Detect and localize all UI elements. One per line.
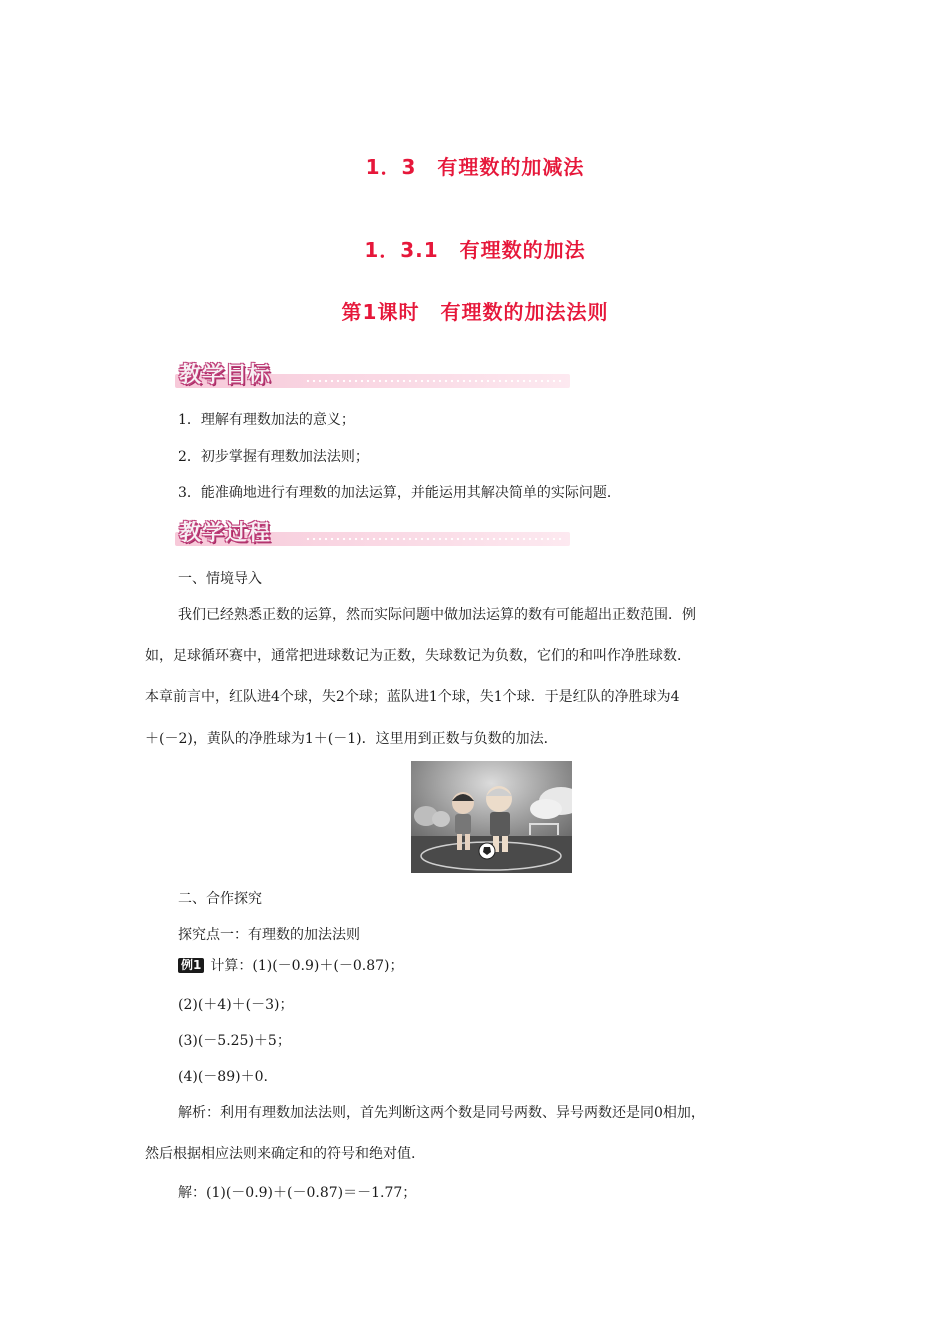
explore-point: 探究点一：有理数的加法法则 — [178, 927, 360, 943]
intro-line: ＋(－2)，黄队的净胜球为1＋(－1)．这里用到正数与负数的加法． — [145, 731, 558, 747]
example-line: (2)(＋4)＋(－3)； — [178, 997, 294, 1013]
example-line: (4)(－89)＋0. — [178, 1069, 268, 1085]
objective-item: 2．初步掌握有理数加法法则； — [178, 449, 369, 465]
example-badge: 例1 — [178, 958, 204, 973]
intro-heading: 一、情境导入 — [178, 571, 262, 587]
example-line — [178, 956, 403, 976]
banner-dots — [305, 537, 565, 541]
banner-dots — [305, 379, 565, 383]
process-heading: 教学过程 — [179, 521, 272, 546]
objective-item: 3．能准确地进行有理数的加法运算，并能运用其解决简单的实际问题． — [178, 485, 621, 501]
soccer-kids-image — [411, 761, 572, 873]
example-question: 计算：(1)(－0.9)＋(－0.87)； — [210, 958, 404, 974]
process-banner — [175, 514, 570, 548]
objectives-heading: 教学目标 — [179, 363, 272, 388]
chapter-title: 1．3 有理数的加减法 — [365, 155, 585, 179]
analysis-line: 然后根据相应法则来确定和的符号和绝对值. — [145, 1146, 416, 1162]
solution-line: 解：(1)(－0.9)＋(－0.87)＝－1.77； — [178, 1185, 417, 1201]
objectives-banner — [175, 356, 570, 390]
objective-item: 1．理解有理数加法的意义； — [178, 412, 355, 428]
intro-line: 我们已经熟悉正数的运算，然而实际问题中做加法运算的数有可能超出正数范围．例 — [178, 607, 696, 623]
example-line: (3)(－5.25)＋5； — [178, 1033, 291, 1049]
intro-line: 如，足球循环赛中，通常把进球数记为正数，失球数记为负数，它们的和叫作净胜球数． — [145, 648, 691, 664]
lesson-title: 第1课时 有理数的加法法则 — [341, 300, 609, 324]
explore-heading: 二、合作探究 — [178, 891, 262, 907]
section-title: 1．3.1 有理数的加法 — [364, 238, 586, 262]
analysis-line: 解析：利用有理数加法法则，首先判断这两个数是同号两数、异号两数还是同0相加， — [178, 1105, 705, 1121]
intro-line: 本章前言中，红队进4个球，失2个球；蓝队进1个球，失1个球．于是红队的净胜球为4 — [145, 689, 680, 705]
soccer-kids-illustration — [411, 761, 572, 873]
